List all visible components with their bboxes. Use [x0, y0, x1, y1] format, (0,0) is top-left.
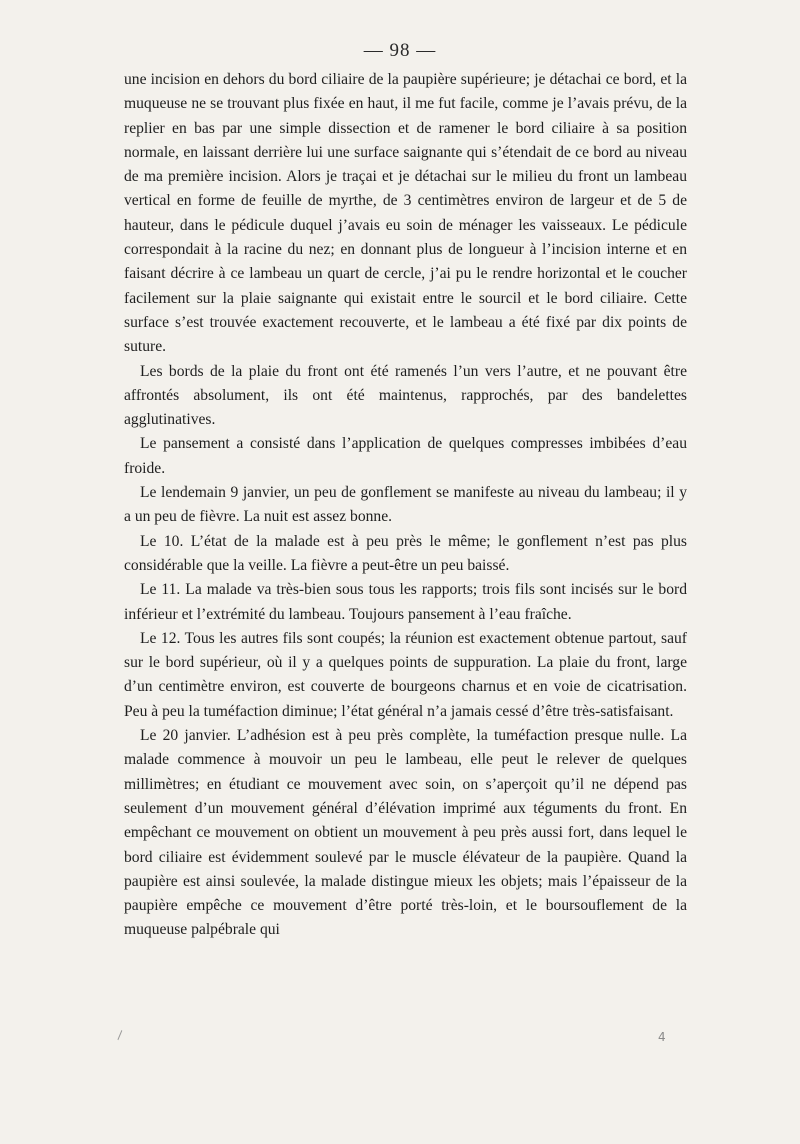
paragraph-5: Le 10. L’état de la malade est à peu près le même; le gonflement n’est pas plus considérable que la veille. La fièvre a peut-être un peu baissé. [124, 532, 687, 574]
paragraph-4: Le lendemain 9 janvier, un peu de gonflement se manifeste au niveau du lambeau; il y a un peu de fièvre. La nuit est assez bonne. [124, 484, 687, 526]
page-number: — 98 — [363, 40, 437, 61]
paragraph-8: Le 20 janvier. L’adhésion est à peu près complète, la tuméfaction presque nulle. La malade commence à mouvoir un peu le lambeau, elle peut le relever de quelques millimètres; en étudiant ce mouvement avec soin, on s’aperçoit qu’il ne dépend pas seulement d’un mouvement général d’élévation imprimé aux téguments du front. En empêchant ce mouvement on obtient un mouvement à peu près aussi fort, dans lequel le bord ciliaire est évidemment soulevé par le muscle élévateur de la paupière. Quand la paupière est ainsi soulevée, la malade distingue mieux les objets; mais l’épaisseur de la paupière empêche ce mouvement d’être porté très-loin, et le boursouflement de la muqueuse palpébrale qui [124, 727, 687, 939]
margin-mark-right: 4 [658, 1030, 666, 1044]
body-text [124, 68, 687, 943]
paragraph-3: Le pansement a consisté dans l’application de quelques compresses imbibées d’eau froide. [124, 435, 687, 477]
paragraph-2: Les bords de la plaie du front ont été ramenés l’un vers l’autre, et ne pouvant être affrontés absolument, ils ont été maintenus, rapprochés, par des bandelettes agglutinatives. [124, 362, 687, 429]
paragraph-1: une incision en dehors du bord ciliaire de la paupière supérieure; je détachai ce bord, et la muqueuse ne se trouvant plus fixée en haut, il me fut facile, comme je l’avais prévu, de la replier en bas par une simple dissection et de ramener le bord ciliaire à sa position normale, en laissant derrière lui une surface saignante qui s’étendait de ce bord au niveau de ma première incision. Alors je traçai et je détachai sur le milieu du front un lambeau vertical en forme de feuille de myrthe, de 3 centimètres environ de largeur et de 5 de hauteur, dans le pédicule duquel j’avais eu soin de ménager les vaisseaux. Le pédicule correspondait à la racine du nez; en donnant plus de longueur à l’incision interne et en faisant décrire à ce lambeau un quart de cercle, j’ai pu le rendre horizontal et le coucher facilement sur la plaie saignante qui existait entre le sourcil et le bord ciliaire. Cette surface s’est trouvée exactement recouverte, et le lambeau a été fixé par dix points de suture. [124, 71, 687, 356]
paragraph-6: Le 11. La malade va très-bien sous tous les rapports; trois fils sont incisés sur le bord inférieur et l’extrémité du lambeau. Toujours pansement à l’eau fraîche. [124, 581, 687, 623]
margin-mark-left: \ [113, 1028, 127, 1042]
paragraph-7: Le 12. Tous les autres fils sont coupés; la réunion est exactement obtenue partout, sauf sur le bord supérieur, où il y a quelques points de suppuration. La plaie du front, large d’un centimètre environ, est couverte de bourgeons charnus et en voie de cicatrisation. Peu à peu la tuméfaction diminue; l’état général n’a jamais cessé d’être très-satisfaisant. [124, 629, 687, 720]
